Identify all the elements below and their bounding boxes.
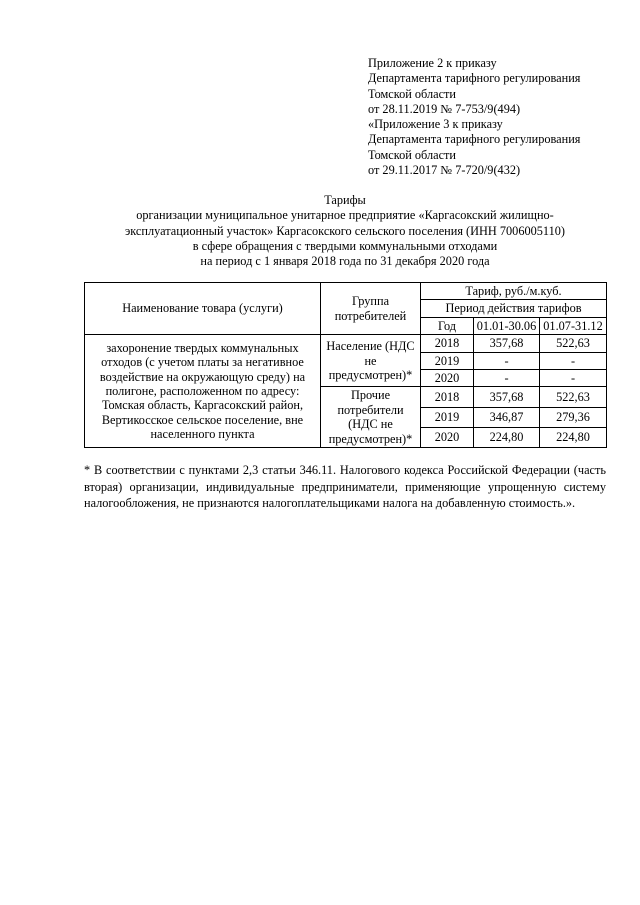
year-cell: 2019 [421, 407, 474, 427]
service-cell: захоронение твердых коммунальных отходов (с учетом платы за негативное воздействие на окружающую среду) на полигоне, расположенном по адресу: Томская область, Каргасокский район, Вертикосское сельское поселение, вне населенного пункта [85, 335, 321, 448]
title-line: Тарифы [324, 193, 366, 207]
header-line: от 29.11.2017 № 7-720/9(432) [368, 163, 521, 178]
title-line: эксплуатационный участок» Каргасокского сельского поселения (ИНН 7006005110) [124, 223, 565, 238]
header-line: Томской области [368, 86, 456, 101]
tariff-cell: 346,87 [474, 407, 540, 427]
header-cell-period-2: 01.07-31.12 [540, 317, 607, 334]
header-line: Томской области [368, 147, 456, 162]
table-row [85, 335, 607, 352]
tariff-cell: - [474, 352, 540, 369]
title-line: в сфере обращения с твердыми коммунальными отходами [192, 238, 498, 253]
header-line: «Приложение 3 к приказу [368, 117, 503, 132]
title-line: на период с 1 января 2018 года по 31 декабря 2020 года [200, 254, 490, 269]
tariff-cell: 522,63 [540, 335, 607, 352]
tariff-cell: 279,36 [540, 407, 607, 427]
tariff-cell: - [474, 370, 540, 387]
year-cell: 2019 [421, 352, 474, 369]
header-line: Департамента тарифного регулирования [368, 132, 581, 147]
header-line: Департамента тарифного регулирования [368, 71, 581, 86]
table-header-row [85, 283, 607, 300]
header-cell-year: Год [421, 317, 474, 334]
tariff-cell: - [540, 370, 607, 387]
header-line: от 28.11.2019 № 7-753/9(494) [368, 101, 521, 116]
order-header [368, 56, 628, 178]
tariff-cell: 357,68 [474, 387, 540, 407]
tariff-table [84, 282, 607, 448]
year-cell: 2020 [421, 370, 474, 387]
footnote: * В соответствии с пунктами 2,3 статьи 346.11. Налогового кодекса Российской Федерации (часть вторая) организации, индивидуальные предприниматели, применяющие упрощенную систему налогообложения, не признаются налогоплательщиками налога на добавленную стоимость.». [84, 463, 606, 511]
tariff-cell: 357,68 [474, 335, 540, 352]
year-cell: 2020 [421, 427, 474, 447]
header-cell-name: Наименование товара (услуги) [85, 283, 321, 335]
header-cell-period: Период действия тарифов [421, 300, 607, 317]
tariff-cell: 224,80 [540, 427, 607, 447]
header-cell-group: Группа потребителей [321, 283, 421, 335]
group-cell: Прочие потребители (НДС не предусмотрен)* [321, 387, 421, 448]
document-title [60, 193, 630, 269]
group-cell: Население (НДС не предусмотрен)* [321, 335, 421, 387]
header-cell-tariff: Тариф, руб./м.куб. [421, 283, 607, 300]
header-line: Приложение 2 к приказу [368, 56, 497, 70]
tariff-cell: 522,63 [540, 387, 607, 407]
tariff-cell: - [540, 352, 607, 369]
header-cell-period-1: 01.01-30.06 [474, 317, 540, 334]
year-cell: 2018 [421, 335, 474, 352]
tariff-cell: 224,80 [474, 427, 540, 447]
year-cell: 2018 [421, 387, 474, 407]
title-line: организации муниципальное унитарное предприятие «Каргасокский жилищно- [136, 208, 554, 223]
